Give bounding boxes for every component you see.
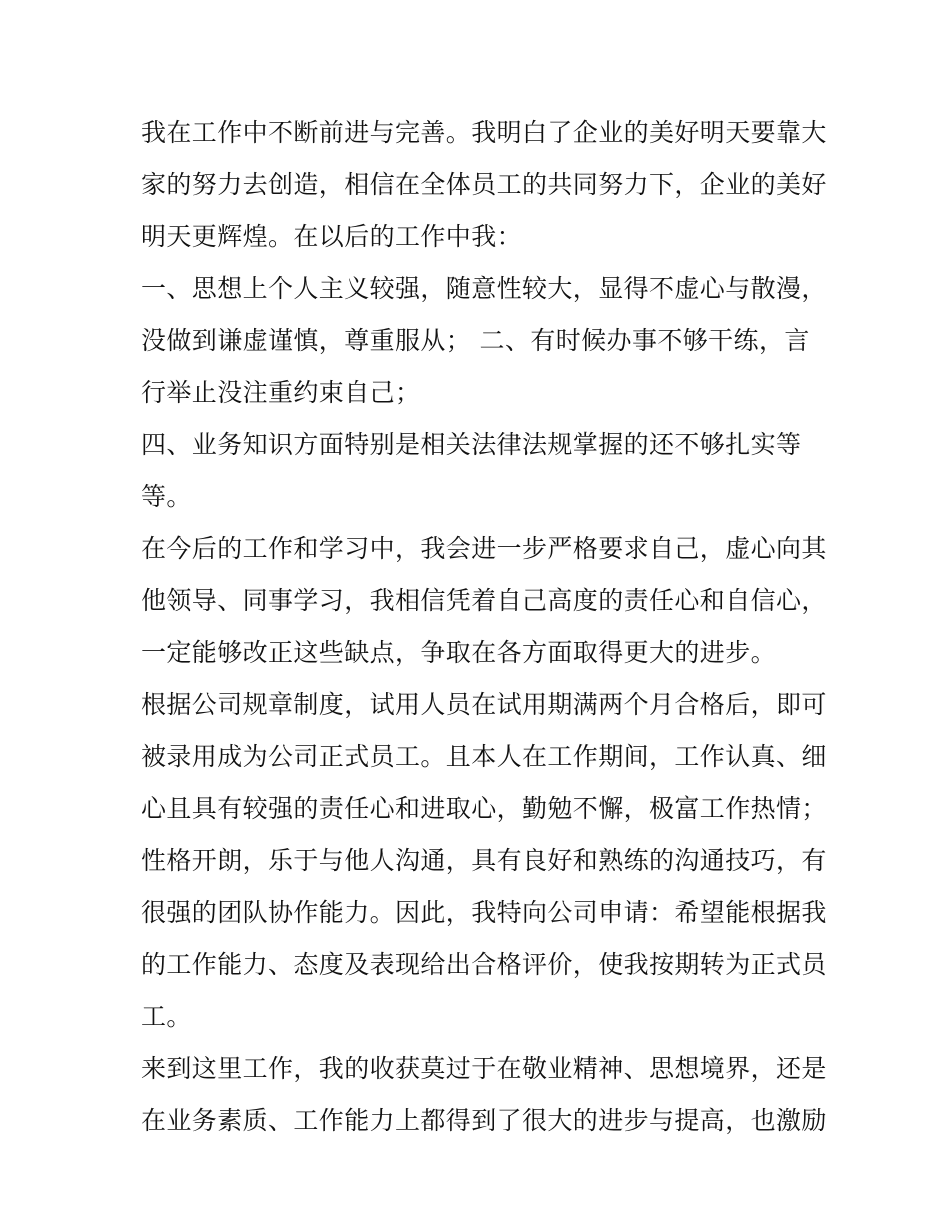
text-line: 行举止没注重约束自己； xyxy=(141,378,421,407)
paragraph-shortcomings-4 xyxy=(141,419,813,523)
text-line: 来到这里工作，我的收获莫过于在敬业精神、思想境界，还是 xyxy=(141,1054,827,1083)
text-line: 我在工作中不断前进与完善。我明白了企业的美好明天要靠大 xyxy=(141,118,827,147)
text-line: 在今后的工作和学习中，我会进一步严格要求自己，虚心向其 xyxy=(141,534,827,563)
text-line: 四、业务知识方面特别是相关法律法规掌握的还不够扎实等 xyxy=(141,430,802,459)
text-line: 他领导、同事学习，我相信凭着自己高度的责任心和自信心， xyxy=(141,586,827,615)
text-line: 很强的团队协作能力。因此，我特向公司申请：希望能根据我 xyxy=(141,898,827,927)
text-line: 在业务素质、工作能力上都得到了很大的进步与提高，也激励 xyxy=(141,1106,827,1135)
text-line: 没做到谦虚谨慎，尊重服从； 二、有时候办事不够干练，言 xyxy=(141,326,810,355)
paragraph-shortcomings-1 xyxy=(141,263,827,419)
text-line: 工。 xyxy=(141,1002,192,1031)
text-line: 的工作能力、态度及表现给出合格评价，使我按期转为正式员 xyxy=(141,950,827,979)
text-line: 被录用成为公司正式员工。且本人在工作期间，工作认真、细 xyxy=(141,742,827,771)
text-line: 根据公司规章制度，试用人员在试用期满两个月合格后，即可 xyxy=(141,690,827,719)
text-line: 心且具有较强的责任心和进取心，勤勉不懈，极富工作热情； xyxy=(141,794,827,823)
text-line: 一、思想上个人主义较强，随意性较大，显得不虚心与散漫， xyxy=(141,274,827,303)
text-line: 家的努力去创造，相信在全体员工的共同努力下，企业的美好 xyxy=(141,170,827,199)
document-body xyxy=(141,107,827,1147)
text-line: 一定能够改正这些缺点，争取在各方面取得更大的进步。 xyxy=(141,638,777,667)
text-line: 明天更辉煌。在以后的工作中我： xyxy=(141,222,523,251)
paragraph-gains xyxy=(141,1043,827,1147)
paragraph-progress xyxy=(141,107,827,263)
paragraph-application xyxy=(141,679,827,1043)
text-line: 等。 xyxy=(141,482,192,511)
paragraph-improvement xyxy=(141,523,827,679)
text-line: 性格开朗，乐于与他人沟通，具有良好和熟练的沟通技巧，有 xyxy=(141,846,827,875)
